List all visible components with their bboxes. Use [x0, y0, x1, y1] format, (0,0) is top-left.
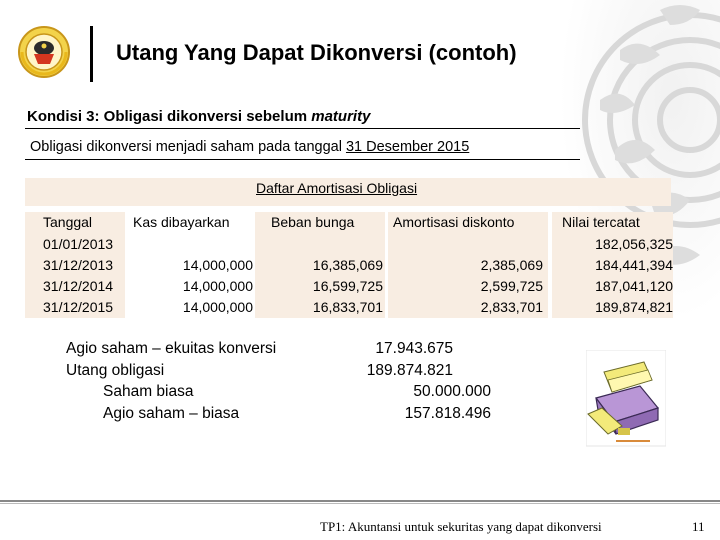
kondisi-prefix: Kondisi 3: Obligasi dikonversi sebelum	[27, 108, 312, 125]
header-cash-paid: Kas dibayarkan	[133, 214, 230, 230]
divider-top	[25, 128, 580, 129]
conversion-subtitle	[30, 139, 469, 155]
printer-clipart-icon	[586, 350, 666, 450]
subtitle-date: 31 Desember 2015	[345, 139, 470, 155]
page-number: 11	[692, 519, 705, 534]
cell-cash-paid: 14,000,000	[182, 257, 253, 273]
footer-divider	[0, 500, 720, 502]
cell-date: 31/12/2013	[43, 257, 114, 273]
header-interest-expense: Beban bunga	[271, 214, 355, 230]
table-row	[25, 255, 673, 276]
header-carrying-value: Nilai tercatat	[562, 214, 640, 230]
header-date: Tanggal	[43, 214, 93, 230]
journal-amount: 17.943.675	[375, 340, 453, 357]
subtitle-prefix: Obligasi dikonversi menjadi saham pada tanggal	[30, 139, 346, 155]
journal-line	[66, 362, 506, 384]
journal-account: Agio saham – biasa	[103, 404, 240, 422]
journal-account: Utang obligasi	[66, 361, 165, 379]
journal-amount: 189.874.821	[366, 361, 453, 379]
footer-caption: TP1: Akuntansi untuk sekuritas yang dapat dikonversi	[320, 519, 602, 534]
title-divider	[90, 26, 93, 82]
cell-carrying-value: 189,874,821	[595, 299, 673, 315]
journal-line	[66, 405, 506, 427]
amortization-table	[25, 212, 673, 318]
cell-carrying-value: 182,056,325	[595, 236, 673, 252]
cell-cash-paid: 14,000,000	[182, 278, 253, 294]
kondisi-heading	[27, 108, 370, 125]
table-row	[25, 276, 673, 297]
cell-interest-expense: 16,833,701	[312, 299, 383, 315]
cell-date: 01/01/2013	[43, 236, 114, 252]
journal-account: Agio saham – ekuitas konversi	[66, 340, 277, 357]
header-discount-amortization: Amortisasi diskonto	[393, 214, 515, 230]
journal-account: Saham biasa	[103, 383, 194, 400]
cell-interest-expense: 16,385,069	[312, 257, 383, 273]
cell-carrying-value: 187,041,120	[595, 278, 673, 294]
cell-discount-amortization: 2,385,069	[480, 257, 543, 273]
cell-carrying-value: 184,441,394	[595, 257, 673, 273]
cell-discount-amortization: 2,833,701	[480, 299, 543, 315]
journal-line	[66, 340, 506, 362]
page-title: Utang Yang Dapat Dikonversi (contoh)	[116, 40, 517, 65]
cell-cash-paid: 14,000,000	[182, 299, 253, 315]
journal-amount: 157.818.496	[404, 404, 491, 422]
cell-interest-expense: 16,599,725	[312, 278, 383, 294]
journal-line	[66, 383, 506, 405]
journal-amount: 50.000.000	[413, 383, 491, 400]
footer-divider-thin	[0, 503, 720, 504]
kondisi-emphasis: maturity	[311, 108, 371, 125]
cell-discount-amortization: 2,599,725	[480, 278, 543, 294]
table-row	[25, 234, 673, 255]
table-header-row	[25, 212, 673, 234]
table-title: Daftar Amortisasi Obligasi	[256, 180, 418, 196]
table-row	[25, 297, 673, 318]
university-logo-icon	[14, 24, 74, 80]
cell-date: 31/12/2014	[43, 278, 114, 294]
journal-entry	[66, 340, 506, 426]
divider-bottom	[25, 159, 580, 160]
cell-date: 31/12/2015	[43, 299, 114, 315]
